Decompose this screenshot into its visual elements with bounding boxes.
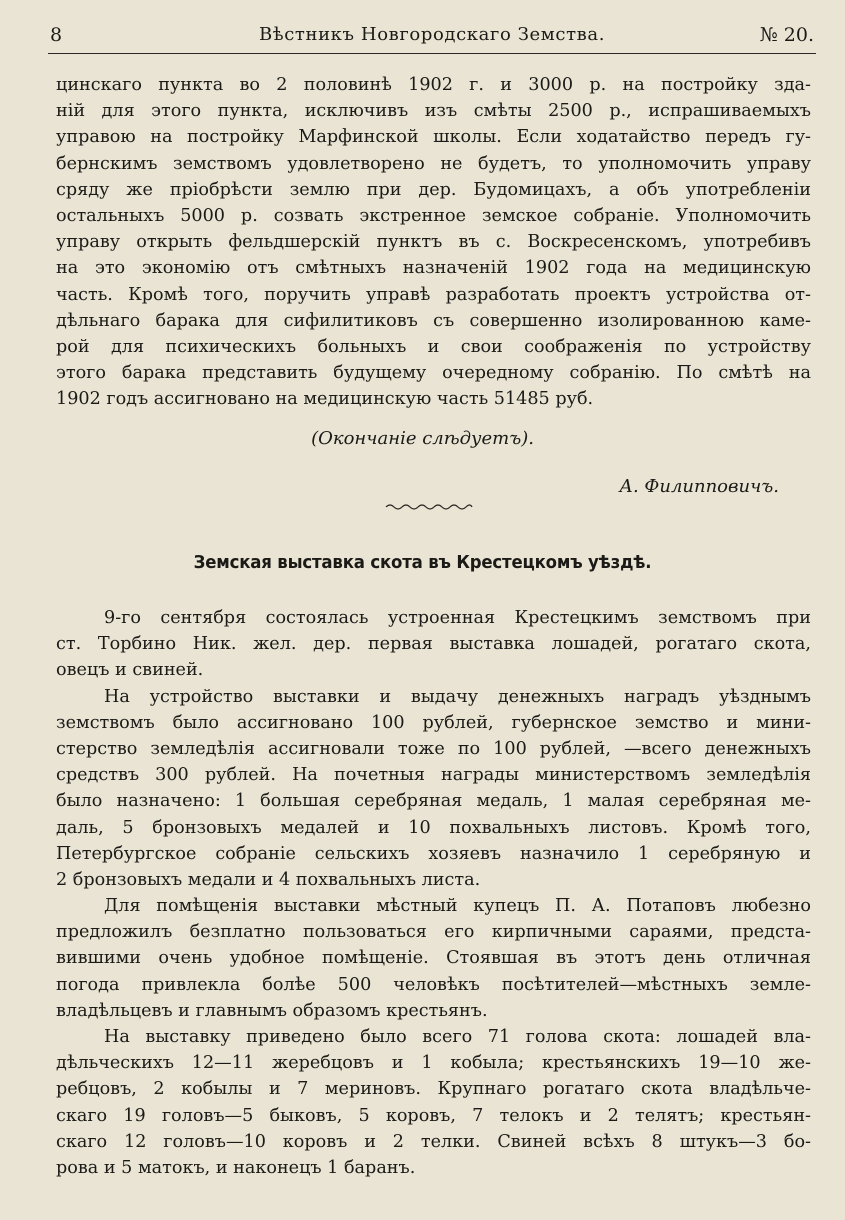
text-line: сряду же пріобрѣсти землю при дер. Будомицахъ, а объ употребленіи	[56, 179, 811, 200]
text-line: дѣльнаго барака для сифилитиковъ съ совершенно изолированною каме-	[56, 310, 811, 331]
text-line: бернскимъ земствомъ удовлетворено не будетъ, то уполномочить управу	[56, 153, 811, 174]
text-line: Для помѣщенія выставки мѣстный купецъ П. А. Потаповъ любезно	[104, 896, 811, 917]
text-line: На устройство выставки и выдачу денежныхъ наградъ уѣзднымъ	[104, 686, 811, 707]
header-rule	[48, 53, 816, 54]
issue-number: № 20.	[759, 24, 814, 46]
text-line: средствъ 300 рублей. На почетныя награды министерствомъ земледѣлія	[56, 765, 811, 786]
text-line: владѣльцевъ и главнымъ образомъ крестьянъ.	[56, 1000, 488, 1021]
text-line: на это экономію отъ смѣтныхъ назначеній 1902 года на медицинскую	[56, 258, 811, 279]
text-line: предложилъ безплатно пользоваться его кирпичными сараями, предста-	[56, 922, 811, 943]
text-line: управою на постройку Марфинской школы. Если ходатайство передъ гу-	[56, 127, 811, 148]
text-line: 9-го сентября состоялась устроенная Крестецкимъ земствомъ при	[104, 608, 811, 628]
running-header	[48, 20, 816, 54]
text-line: скаго 19 головъ—5 быковъ, 5 коровъ, 7 телокъ и 2 телятъ; крестьян-	[56, 1105, 811, 1126]
text-line: 1902 годъ ассигновано на медицинскую часть 51485 руб.	[56, 389, 594, 410]
text-line: ребцовъ, 2 кобылы и 7 мериновъ. Крупнаго рогатаго скота владѣльче-	[56, 1079, 811, 1100]
divider-flourish	[384, 500, 474, 514]
section-title: Земская выставка скота въ Крестецкомъ уѣздѣ.	[193, 552, 652, 573]
article-body	[56, 605, 811, 1181]
text-line: овецъ и свиней.	[56, 660, 204, 681]
text-line: ній для этого пункта, исключивъ изъ смѣты 2500 р., испрашиваемыхъ	[56, 101, 811, 122]
text-line: стерство земледѣлія ассигновали тоже по 100 рублей, —всего денежныхъ	[56, 738, 811, 759]
text-line: дѣльческихъ 12—11 жеребцовъ и 1 кобыла; крестьянскихъ 19—10 же-	[56, 1053, 811, 1074]
text-line: рой для психическихъ больныхъ и свои соображенія по устройству	[56, 336, 811, 357]
text-line: На выставку приведено было всего 71 голова скота: лошадей вла-	[104, 1027, 811, 1047]
text-line: даль, 5 бронзовыхъ медалей и 10 похвальныхъ листовъ. Кромѣ того,	[56, 817, 811, 838]
text-line: 2 бронзовыхъ медали и 4 похвальныхъ листа.	[56, 869, 481, 890]
page-number: 8	[50, 24, 63, 46]
text-line: рова и 5 матокъ, и наконецъ 1 баранъ.	[56, 1157, 416, 1178]
text-line: ст. Торбино Ник. жел. дер. первая выставка лошадей, рогатаго скота,	[56, 634, 811, 655]
text-line: земствомъ было ассигновано 100 рублей, губернское земство и мини-	[56, 712, 811, 733]
author-signature: А. Филипповичъ.	[619, 476, 779, 497]
text-line: этого барака представить будущему очередному собранію. По смѣтѣ на	[56, 363, 811, 384]
text-line: цинскаго пункта во 2 половинѣ 1902 г. и 3000 р. на постройку зда-	[56, 75, 811, 95]
article-continuation	[56, 72, 811, 412]
text-line: было назначено: 1 большая серебряная медаль, 1 малая серебряная ме-	[56, 791, 811, 812]
text-line: часть. Кромѣ того, поручить управѣ разработать проектъ устройства от-	[56, 284, 811, 305]
text-line: погода привлекла болѣе 500 человѣкъ посѣтителей—мѣстныхъ земле-	[56, 974, 811, 995]
text-line: остальныхъ 5000 р. созвать экстренное земское собраніе. Уполномочить	[56, 205, 811, 226]
text-line: Петербургское собраніе сельскихъ хозяевъ назначило 1 серебряную и	[56, 843, 811, 864]
text-line: вившими очень удобное помѣщеніе. Стоявшая въ этотъ день отличная	[56, 948, 811, 969]
text-line: скаго 12 головъ—10 коровъ и 2 телки. Свиней всѣхъ 8 штукъ—3 бо-	[56, 1131, 811, 1152]
to-be-continued-note: (Окончаніе слѣдуетъ).	[311, 428, 534, 449]
text-line: управу открыть фельдшерскій пунктъ въ с. Воскресенскомъ, употребивъ	[56, 232, 811, 253]
journal-title: Вѣстникъ Новгородскаго Земства.	[258, 24, 606, 45]
